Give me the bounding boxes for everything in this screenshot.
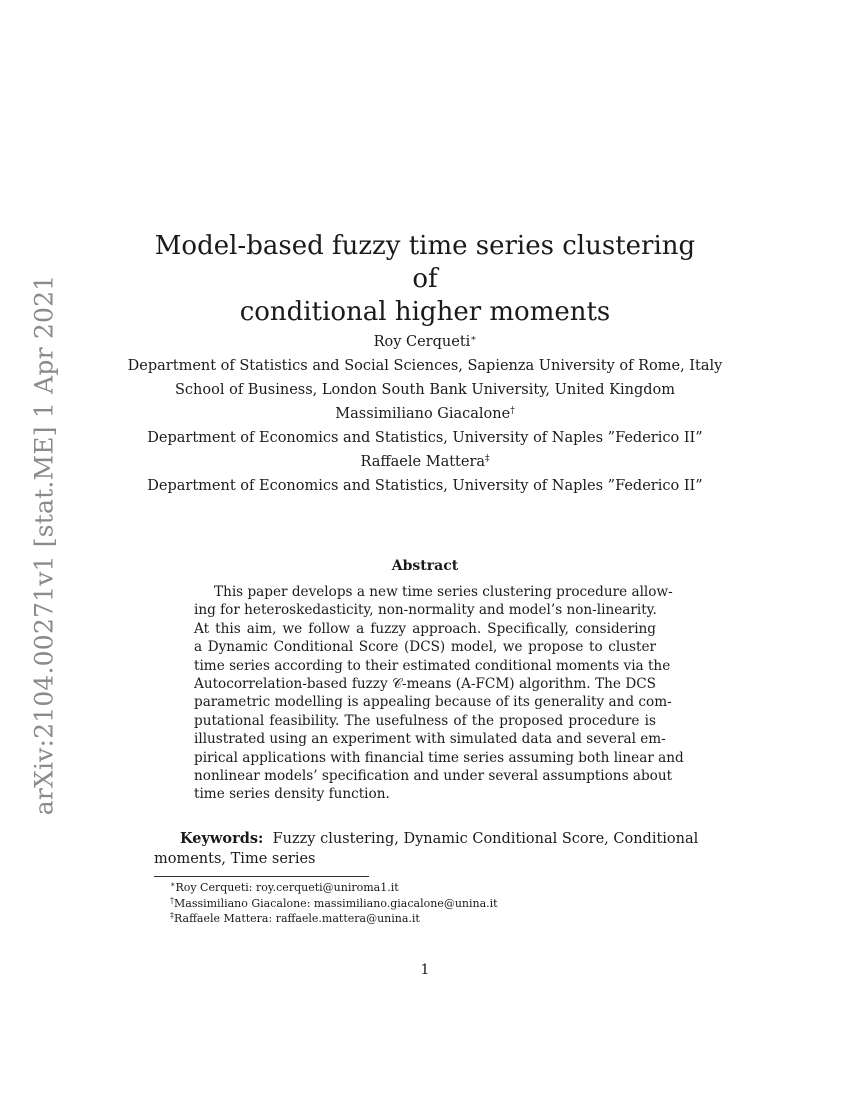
author-name: Massimiliano Giacalone† (335, 406, 515, 422)
abstract-body (194, 583, 684, 804)
author-affiliation: School of Business, London South Bank University, United Kingdom (174, 382, 675, 398)
abstract-line: nonlinear models’ specification and under several assumptions about (194, 768, 673, 785)
abstract-line: time series according to their estimated conditional moments via the (194, 657, 671, 674)
author-affiliation: Department of Economics and Statistics, University of Naples ”Federico II” (147, 430, 703, 446)
abstract-line: pirical applications with financial time series assuming both linear and (194, 749, 684, 766)
abstract-line: parametric modelling is appealing because of its generality and com- (194, 694, 672, 711)
author-name: Roy Cerqueti∗ (373, 334, 477, 350)
footnote: ∗Roy Cerqueti: roy.cerqueti@uniroma1.it (170, 880, 399, 894)
author-name: Raffaele Mattera‡ (360, 454, 490, 470)
abstract-line: a Dynamic Conditional Score (DCS) model, we propose to cluster (194, 639, 656, 656)
footnote: †Massimiliano Giacalone: massimiliano.giacalone@unina.it (170, 895, 498, 910)
abstract-line: At this aim, we follow a fuzzy approach. Specifically, considering (194, 620, 656, 637)
footnote-rule (154, 876, 369, 877)
abstract-heading: Abstract (391, 558, 459, 574)
author-affiliation: Department of Economics and Statistics, University of Naples ”Federico II” (147, 478, 703, 494)
abstract-line: This paper develops a new time series clustering procedure allow- (214, 584, 673, 600)
footnote-mark: ‡ (485, 454, 490, 464)
title-line-1: Model-based fuzzy time series clustering of (154, 231, 696, 294)
title-line-2: conditional higher moments (239, 297, 611, 327)
keywords-text: Fuzzy clustering, Dynamic Conditional Score, Conditional (272, 831, 699, 847)
paper-title (150, 230, 700, 329)
keywords-text: moments, Time series (154, 851, 316, 867)
abstract-line: time series density function. (194, 786, 390, 803)
abstract-line: putational feasibility. The usefulness of the proposed procedure is (194, 712, 656, 729)
arxiv-identifier: arXiv:2104.00271v1 [stat.ME] 1 Apr 2021 (29, 274, 59, 816)
author-affiliation: Department of Statistics and Social Sciences, Sapienza University of Rome, Italy (127, 358, 723, 374)
abstract-line: ing for heteroskedasticity, non-normality and model’s non-linearity. (194, 602, 657, 619)
author-block (120, 330, 730, 498)
footnote-mark: ∗ (470, 334, 477, 344)
keywords (154, 829, 699, 869)
footnotes (170, 880, 690, 927)
page-number: 1 (420, 962, 430, 978)
abstract-line: illustrated using an experiment with simulated data and several em- (194, 731, 666, 748)
abstract-line: Autocorrelation-based fuzzy 𝒞-means (A-FCM) algorithm. The DCS (194, 676, 656, 693)
footnote: ‡Raffaele Mattera: raffaele.mattera@unina.it (170, 911, 420, 925)
footnote-mark: † (510, 406, 515, 416)
keywords-label: Keywords: (180, 830, 264, 847)
